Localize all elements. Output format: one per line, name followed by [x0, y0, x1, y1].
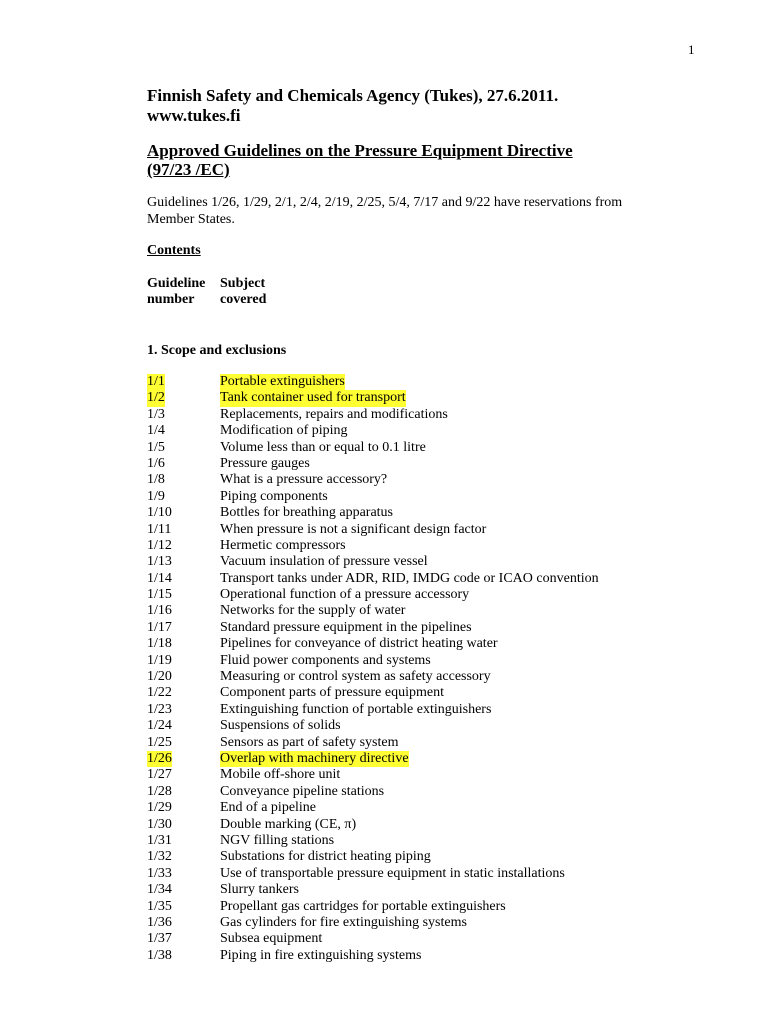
guideline-subject: Bottles for breathing apparatus — [220, 505, 394, 521]
guideline-subject: Standard pressure equipment in the pipelines — [220, 619, 472, 635]
guideline-subject: Slurry tankers — [220, 882, 299, 898]
guideline-subject: Component parts of pressure equipment — [220, 685, 444, 701]
website-url: www.tukes.fi — [147, 106, 241, 125]
guideline-subject: Piping in fire extinguishing systems — [220, 947, 422, 963]
guideline-number: 1/25 — [147, 734, 172, 750]
guideline-number: 1/18 — [147, 636, 172, 652]
reservations-note: Guidelines 1/26, 1/29, 2/1, 2/4, 2/19, 2/25, 5/4, 7/17 and 9/22 have reservations from Member States. — [147, 195, 623, 227]
guideline-number: 1/36 — [147, 914, 172, 930]
guideline-number: 1/24 — [147, 718, 172, 734]
guideline-subject: Replacements, repairs and modifications — [220, 406, 448, 422]
guideline-number: 1/38 — [147, 947, 172, 963]
page-number: 1 — [688, 42, 695, 57]
guideline-number: 1/1 — [147, 374, 165, 389]
guideline-subject: Conveyance pipeline stations — [220, 783, 385, 799]
subject-header-line-1: Subject — [220, 276, 266, 291]
guideline-subject: When pressure is not a significant design factor — [220, 521, 487, 537]
guideline-number: 1/31 — [147, 832, 172, 848]
guideline-number: 1/33 — [147, 865, 172, 881]
guideline-subject: What is a pressure accessory? — [220, 472, 388, 488]
guideline-subject: Portable extinguishers — [220, 374, 345, 389]
guideline-number: 1/8 — [147, 472, 165, 488]
guideline-number: 1/2 — [147, 390, 165, 406]
guideline-subject: Transport tanks under ADR, RID, IMDG code or ICAO convention — [220, 570, 599, 586]
guideline-number: 1/5 — [147, 439, 165, 455]
guideline-number: 1/20 — [147, 669, 172, 685]
guideline-number: 1/9 — [147, 488, 165, 504]
guideline-number: 1/29 — [147, 800, 172, 816]
guideline-number: 1/17 — [147, 619, 172, 635]
guideline-number: 1/15 — [147, 587, 172, 603]
guideline-number: 1/19 — [147, 652, 172, 668]
guideline-subject: NGV filling stations — [220, 832, 335, 848]
subject-header-line-2: covered — [220, 292, 267, 307]
guideline-subject: Networks for the supply of water — [220, 603, 406, 619]
section-title: 1. Scope and exclusions — [147, 343, 287, 358]
guideline-number: 1/4 — [147, 423, 165, 439]
guideline-number: 1/23 — [147, 701, 172, 717]
guideline-number: 1/6 — [147, 455, 165, 471]
guideline-subject: Double marking (CE, π) — [220, 816, 357, 832]
guideline-subject: Subsea equipment — [220, 931, 323, 947]
guideline-subject: Pressure gauges — [220, 455, 310, 471]
guideline-number: 1/32 — [147, 849, 172, 865]
guideline-number: 1/27 — [147, 767, 172, 783]
guideline-subject: Substations for district heating piping — [220, 849, 431, 865]
guideline-subject: Piping components — [220, 488, 328, 504]
guideline-subject: Overlap with machinery directive — [220, 750, 409, 766]
guideline-subject: End of a pipeline — [220, 800, 317, 816]
guideline-subject: Gas cylinders for fire extinguishing systems — [220, 914, 467, 930]
guideline-subject: Operational function of a pressure accessory — [220, 587, 470, 603]
guideline-subject: Fluid power components and systems — [220, 652, 431, 668]
guideline-subject: Measuring or control system as safety accessory — [220, 669, 491, 685]
guideline-subject: Vacuum insulation of pressure vessel — [220, 554, 428, 570]
guideline-number: 1/22 — [147, 685, 172, 701]
guideline-number: 1/14 — [147, 570, 172, 586]
document-title-line-2: (97/23 /EC) — [147, 160, 230, 179]
guideline-subject: Volume less than or equal to 0.1 litre — [220, 439, 426, 455]
guideline-number: 1/3 — [147, 406, 165, 422]
guideline-subject: Modification of piping — [220, 423, 348, 439]
guideline-number-column-header — [147, 276, 205, 308]
subject-column-header — [220, 276, 266, 308]
guideline-number: 1/12 — [147, 537, 172, 553]
guideline-number: 1/30 — [147, 816, 172, 832]
contents-heading: Contents — [147, 243, 201, 258]
guideline-number: 1/34 — [147, 882, 172, 898]
guideline-subject: Mobile off-shore unit — [220, 767, 341, 783]
guideline-number: 1/35 — [147, 898, 172, 914]
guideline-subject: Pipelines for conveyance of district heating water — [220, 636, 498, 652]
guideline-number: 1/16 — [147, 603, 172, 619]
organization-heading: Finnish Safety and Chemicals Agency (Tukes), 27.6.2011. — [147, 86, 559, 105]
guideline-subject: Hermetic compressors — [220, 537, 346, 553]
document-title-line-1: Approved Guidelines on the Pressure Equipment Directive — [147, 141, 573, 160]
guideline-subject: Propellant gas cartridges for portable extinguishers — [220, 898, 506, 914]
guideline-subject: Extinguishing function of portable extinguishers — [220, 701, 492, 717]
guideline-number: 1/26 — [147, 750, 172, 766]
guideline-number: 1/37 — [147, 931, 172, 947]
guideline-header-line-2: number — [147, 292, 195, 307]
guideline-number: 1/28 — [147, 783, 172, 799]
guideline-header-line-1: Guideline — [147, 276, 206, 291]
guideline-number: 1/10 — [147, 505, 172, 521]
guideline-subject: Suspensions of solids — [220, 718, 341, 734]
guideline-subject: Tank container used for transport — [220, 390, 406, 406]
guideline-number: 1/11 — [147, 521, 172, 537]
guideline-subject: Sensors as part of safety system — [220, 734, 399, 750]
guideline-subject: Use of transportable pressure equipment in static installations — [220, 865, 565, 881]
guideline-number: 1/13 — [147, 554, 172, 570]
